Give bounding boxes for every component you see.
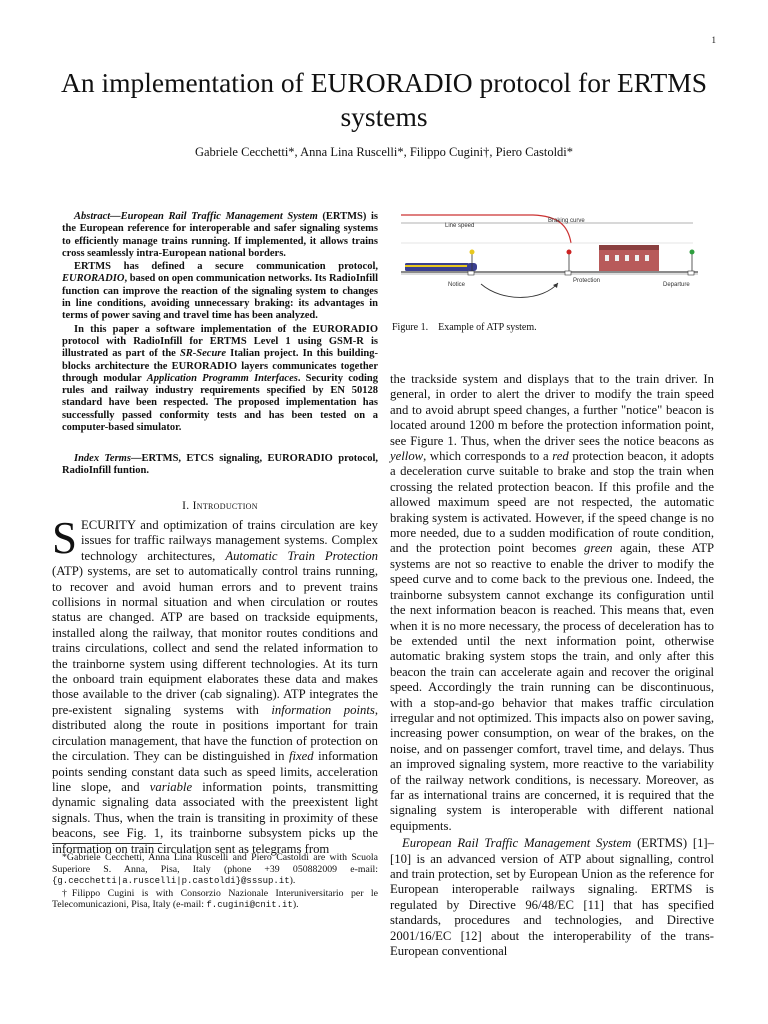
intro-text-run: and optimization of trains circulation are key issues for traffic railways management systems. Complex technology architectures,: [81, 518, 378, 563]
abstract: [62, 211, 378, 434]
authors: Gabriele Cecchetti*, Anna Lina Ruscelli*, Filippo Cugini†, Piero Castoldi*: [194, 145, 574, 159]
body-emphasis: yellow: [390, 449, 424, 464]
intro-paragraph: [52, 513, 378, 857]
footnote-affiliation-1: [52, 852, 378, 888]
footnote-email: {g.cecchetti|a.ruscelli|p.castoldi}@sssup.it: [52, 876, 290, 886]
figure-caption: Figure 1. Example of ATP system.: [392, 322, 537, 333]
abstract-lead: Abstract—European Rail Traffic Management System: [74, 211, 318, 222]
body-text-run: , which corresponds to a: [423, 449, 553, 464]
line-speed-label: Line speed: [445, 223, 475, 229]
footnote-affiliation-2: [52, 888, 378, 912]
braking-curve-label: Braking curve: [548, 218, 585, 224]
abstract-emphasis: EURORADIO: [62, 273, 125, 285]
departure-label: Departure: [663, 282, 690, 288]
signal-green-icon: [690, 250, 695, 272]
abstract-text: ERTMS has defined a secure communication protocol,: [74, 261, 378, 273]
body-paragraph: [390, 836, 714, 959]
protection-label: Protection: [573, 278, 601, 284]
train: [405, 263, 477, 271]
footnote-text: ).: [289, 875, 296, 886]
footnote-text: ).: [292, 899, 299, 910]
page-number: 1: [711, 35, 716, 45]
atp-system-figure: [393, 203, 713, 306]
abstract-paragraph: [62, 211, 378, 260]
index-terms-lead: Index Terms: [74, 453, 131, 464]
body-text-run: the trackside system and displays that to the train driver. In general, in order to alert the driver to modify the train speed and to avoid abrupt speed changes, a further "notice" beacon is located around 1200 m before the protection information point, see Figure 1. Thus, when the driver sees the notice beacons as: [390, 372, 714, 448]
footnote-email: f.cugini@cnit.it: [206, 900, 293, 910]
footnotes: [52, 852, 378, 912]
paper-title: An implementation of EURORADIO protocol for ERTMS systems: [60, 67, 708, 132]
abstract-paragraph: [62, 261, 378, 322]
index-terms: [62, 453, 378, 478]
intro-emphasis: information points: [271, 702, 375, 717]
notice-label: Notice: [448, 282, 466, 288]
intro-text-run: (ATP) systems, are set to automatically control trains running, to recover and avoid human errors and to prevent trains collisions in normal situation and when circulation or routes status are changed. ATP are based on trackside equipments, installed along the railway, that monitor routes conditions and trains circulations, collect and send the related information to the trainborne system using different technologies. At its turn the onboard train equipment elaborates these data and makes those available to the driver (cab signaling). ATP integrates the pre-existent signaling systems with: [52, 564, 378, 717]
body-emphasis: European Rail Traffic Management System: [402, 836, 632, 851]
drop-cap: S: [52, 513, 78, 563]
intro-text-run: , distributed along the route in positions important for train circulation management, that have the function of protection on the circulation. They can be distinguished in: [52, 702, 378, 764]
right-column-text: [390, 372, 714, 959]
section-heading: I. Introduction: [182, 500, 258, 512]
footnote-text: †Filippo Cugini is with Consorzio Nazionale Interuniversitario per le Telecomunicazioni, Pisa, Italy (e-mail:: [52, 887, 378, 910]
intro-lead-caps: ECURITY: [81, 518, 136, 532]
intro-emphasis: fixed: [288, 749, 314, 764]
index-terms-text: —ERTMS, ETCS signaling, EURORADIO protocol, RadioInfill funtion.: [62, 453, 379, 477]
station-building: [599, 245, 659, 271]
abstract-text: . Security coding rules and railway industry requirements specified by EN 50128 standard have been respected. The proposed implementation has successfully passed conformity tests and has been tested on a computer-based simulator.: [62, 372, 378, 434]
departure-beacon-icon: [688, 271, 694, 275]
abstract-text: , based on open communication networks. Its RadioInfill function can improve the reaction of the signaling system to changes in line conditions, avoiding unnecessary braking: its advantages in terms of power saving and travel time has been analyzed.: [62, 273, 378, 322]
body-emphasis: green: [584, 541, 613, 556]
abstract-text: (ERTMS) is the European reference for interoperable and safer signaling systems to efficiently manage trains running. If implemented, it allows trains cross seamlessly intra-European national borders.: [62, 211, 378, 259]
body-paragraph: [390, 372, 714, 834]
body-text-run: (ERTMS) [1]–[10] is an advanced version of ATP about signalling, control and train protection, set by European Union as the reference for European interoperable railways signaling. ERTMS is regulated by Directive 96/48/EC [11] that has specified standards, procedures and technologies, and Directive 2001/16/EC [12] about the interoperability of the trans-European conventional: [390, 836, 715, 959]
abstract-text: Italian project. In this building-blocks architecture the EURORADIO layers communicates together through modular: [62, 348, 378, 384]
footnote-divider: [52, 843, 162, 844]
abstract-emphasis: SR-Secure: [179, 348, 227, 360]
intro-text-run: information points, transmitting dynamic signaling data associated with the preexistent light signals. Thus, when the train is transiting in proximity of these beacons, see Fig. 1, its trainborne subsystem picks up the information on train circulation sent as telegrams from: [52, 779, 378, 856]
body-text-run: protection beacon, it adopts a deceleration curve suitable to brake and stop the train when crossing the related protection beacon. If this profile and the allowed maximum speed are not respected, the automatic braking system is activated. However, if the speed change is no more needed, due to a sudden modification of route condition, and the protection point becomes: [390, 449, 714, 556]
signal-red-icon: [567, 250, 572, 272]
intro-emphasis: Automatic Train Protection: [225, 548, 378, 563]
abstract-emphasis: Application Programm Interfaces: [146, 372, 298, 384]
intro-text: [52, 513, 378, 857]
protection-beacon-icon: [565, 271, 571, 275]
abstract-paragraph: [62, 324, 378, 435]
body-emphasis: red: [552, 449, 569, 464]
notice-beacon-icon: [468, 271, 474, 275]
abstract-text: In this paper a software implementation of the EURORADIO protocol with RadioInfill for ERTMS Level 1 using GSM-R is illustrated as part of the: [62, 323, 378, 360]
beacon-link-arrow: [481, 283, 558, 297]
intro-text-run: information points sending constant data such as speed limits, acceleration line slope, and: [52, 749, 378, 794]
intro-emphasis: variable: [149, 779, 193, 794]
footnote-text: *Gabriele Cecchetti, Anna Lina Ruscelli and Piero Castoldi are with Scuola Superiore S. Anna, Pisa, Italy (phone +39 050882009 e-mail:: [52, 852, 378, 875]
body-text-run: again, these ATP systems are not so reactive to enable the driver to modify the speed curve and to come back to the previous one. Indeed, the trainborne subsystem cannot exchange its configuration until the next information beacon is reached. This means that, even when it is no more necessary, the process of deceleration has to be extended until the next information point, otherwise automatic braking system stops the train, and only after this beacon the train can accelerate again and recover the original speed. Accordingly the train running can be discontinuous, with a stop-and-go behavior that makes traffic circulation irregular and not optimized. This impacts also on power saving, increasing power consumption, on wear of the brakes, on the noise, and on passenger comfort, travel time, and delays. Thus an improved signaling system, more reactive to the variability of the railway network conditions, is necessary. Moreover, as far as international trains are concerned, it is required that the signaling system is interoperable with different national equipments.: [390, 541, 715, 833]
